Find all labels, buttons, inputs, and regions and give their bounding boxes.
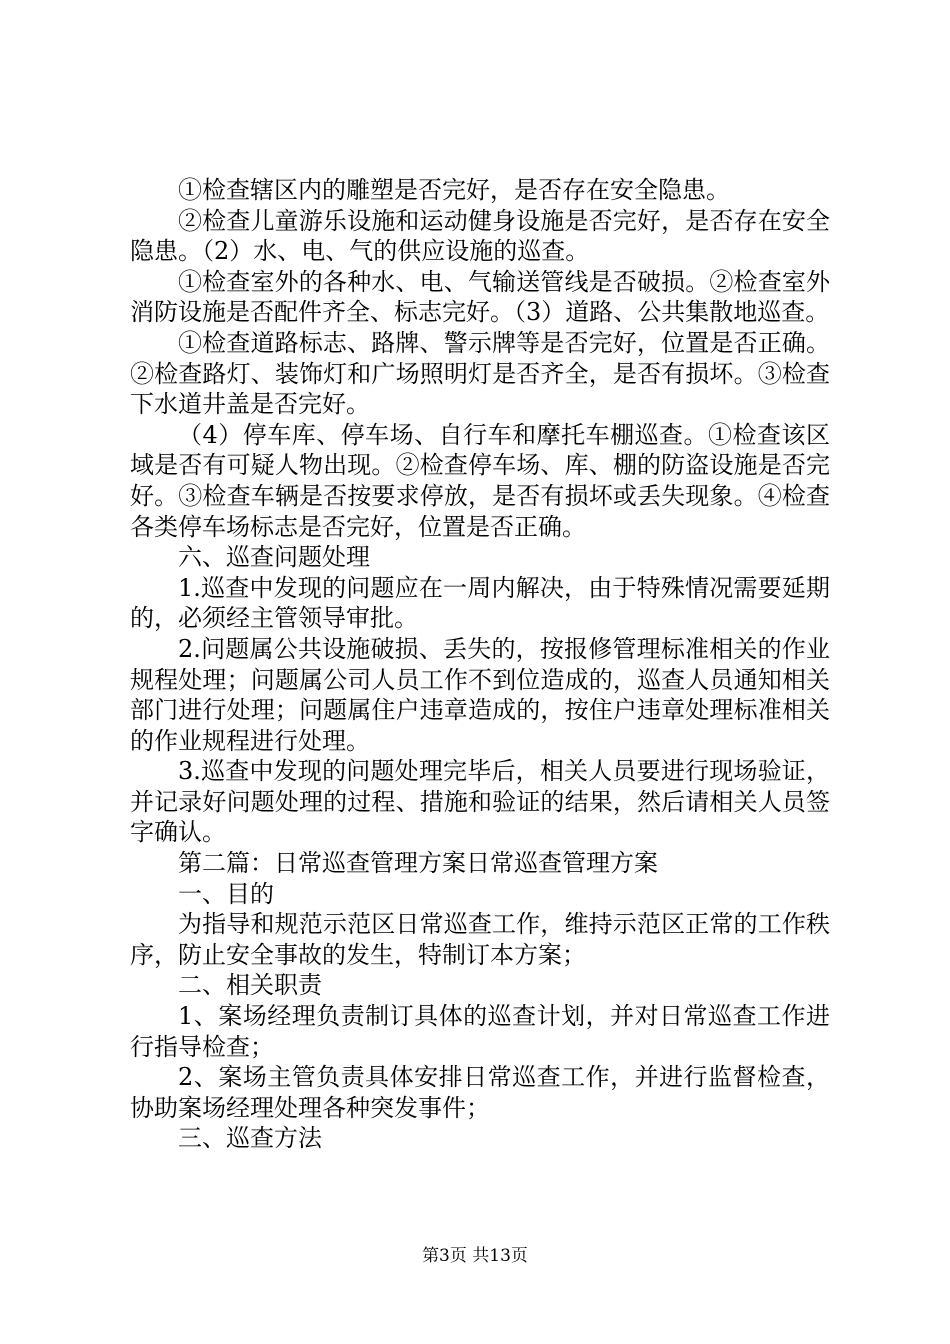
paragraph: ①检查室外的各种水、电、气输送管线是否破损。②检查室外消防设施是否配件齐全、标志完好。（3）道路、公共集散地巡查。 bbox=[130, 267, 830, 327]
paragraph: 2.问题属公共设施破损、丢失的，按报修管理标准相关的作业规程处理；问题属公司人员工作不到位造成的，巡查人员通知相关部门进行处理；问题属住户违章造成的，按住户违章处理标准相关的作业规程进行处理。 bbox=[130, 634, 830, 755]
document-body bbox=[130, 175, 830, 1154]
section-heading: 二、相关职责 bbox=[178, 971, 322, 1000]
section-heading: 六、巡查问题处理 bbox=[178, 543, 370, 572]
chapter-heading: 第二篇：日常巡查管理方案日常巡查管理方案 bbox=[178, 849, 658, 878]
paragraph: （4）停车库、停车场、自行车和摩托车棚巡查。①检查该区域是否有可疑人物出现。②检查停车场、库、棚的防盗设施是否完好。③检查车辆是否按要求停放，是否有损坏或丢失现象。④检查各类停车场标志是否完好，位置是否正确。 bbox=[130, 420, 830, 541]
paragraph: ①检查辖区内的雕塑是否完好，是否存在安全隐患。 bbox=[178, 176, 730, 204]
page-number-footer: 第3页 共13页 bbox=[422, 1246, 528, 1266]
paragraph: 2、案场主管负责具体安排日常巡查工作，并进行监督检查，协助案场经理处理各种突发事件； bbox=[130, 1063, 830, 1122]
paragraph: 1、案场经理负责制订具体的巡查计划，并对日常巡查工作进行指导检查； bbox=[130, 1002, 830, 1061]
section-heading: 三、巡查方法 bbox=[178, 1124, 322, 1153]
paragraph: 为指导和规范示范区日常巡查工作，维持示范区正常的工作秩序，防止安全事故的发生，特制订本方案； bbox=[130, 910, 830, 969]
paragraph: 1.巡查中发现的问题应在一周内解决，由于特殊情况需要延期的，必须经主管领导审批。 bbox=[130, 573, 830, 633]
paragraph: ①检查道路标志、路牌、警示牌等是否完好，位置是否正确。②检查路灯、装饰灯和广场照明灯是否齐全，是否有损坏。③检查下水道井盖是否完好。 bbox=[130, 328, 830, 419]
paragraph: 3.巡查中发现的问题处理完毕后，相关人员要进行现场验证，并记录好问题处理的过程、措施和验证的结果，然后请相关人员签字确认。 bbox=[130, 757, 830, 847]
section-heading: 一、目的 bbox=[178, 879, 274, 908]
paragraph: ②检查儿童游乐设施和运动健身设施是否完好，是否存在安全隐患。（2）水、电、气的供应设施的巡查。 bbox=[130, 206, 830, 266]
